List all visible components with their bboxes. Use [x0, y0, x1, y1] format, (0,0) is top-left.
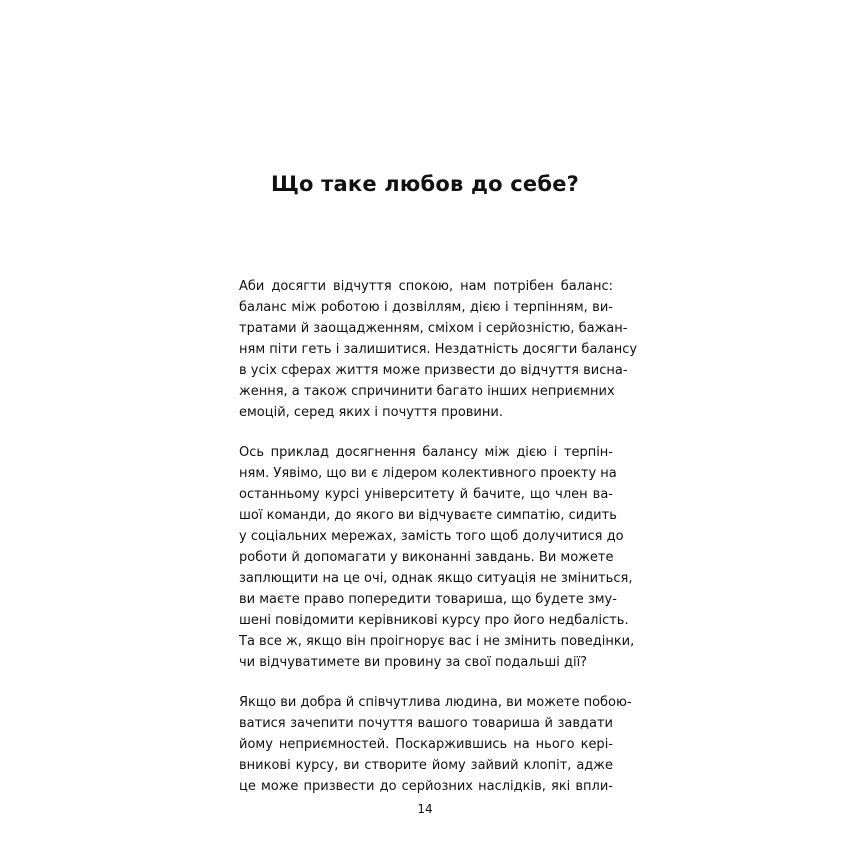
text-line: ви маєте право попередити товариша, що будете зму- [239, 592, 617, 607]
text-line: Якщо ви добра й співчутлива людина, ви можете побою- [239, 695, 632, 710]
text-line: в усіх сферах життя може призвести до відчуття висна- [239, 363, 628, 378]
text-line: емоцій, серед яких і почуття провини. [239, 405, 503, 420]
paragraph-3 [239, 692, 632, 797]
text-line: йому неприємностей. Поскаржившись на нього кері- [239, 737, 613, 752]
text-line: заплющити на це очі, однак якщо ситуація не зміниться, [239, 571, 633, 586]
text-line: шені повідомити керівникові курсу про його недбалість. [239, 613, 629, 628]
text-line: тратами й заощадженням, сміхом і серйозністю, бажан- [239, 321, 628, 336]
text-line: ження, а також спричинити багато інших неприємних [239, 384, 615, 399]
text-line: роботи й допомагати у виконанні завдань. Ви можете [239, 550, 614, 565]
page-number: 14 [417, 802, 433, 816]
text-line: Аби досягти відчуття спокою, нам потрібен баланс: [239, 279, 613, 294]
text-line: Ось приклад досягнення балансу між дією і терпін- [239, 445, 613, 460]
text-line: це може призвести до серйозних наслідків, які впли- [239, 779, 613, 794]
text-line: Та все ж, якщо він проігнорує вас і не змінить поведінки, [239, 634, 635, 649]
text-line: ватися зачепити почуття вашого товариша й завдати [239, 716, 613, 731]
text-line: вникові курсу, ви створите йому зайвий клопіт, адже [239, 758, 613, 773]
text-line: ням піти геть і залишитися. Нездатність досягти балансу [239, 342, 638, 357]
text-line: чи відчуватимете ви провину за свої подальші дії? [239, 655, 588, 670]
chapter-title: Що таке любов до себе? [270, 172, 580, 196]
paragraph-2 [239, 442, 635, 673]
text-line: останньому курсі університету й бачите, що член ва- [239, 487, 613, 502]
text-line: у соціальних мережах, замість того щоб долучитися до [239, 529, 624, 544]
text-line: ням. Уявімо, що ви є лідером колективного проекту на [239, 466, 617, 481]
body-text [239, 276, 638, 816]
text-line: баланс між роботою і дозвіллям, дією і терпінням, ви- [239, 300, 613, 315]
text-line: шої команди, до якого ви відчуваєте симпатію, сидить [239, 508, 617, 523]
paragraph-1 [239, 276, 638, 423]
